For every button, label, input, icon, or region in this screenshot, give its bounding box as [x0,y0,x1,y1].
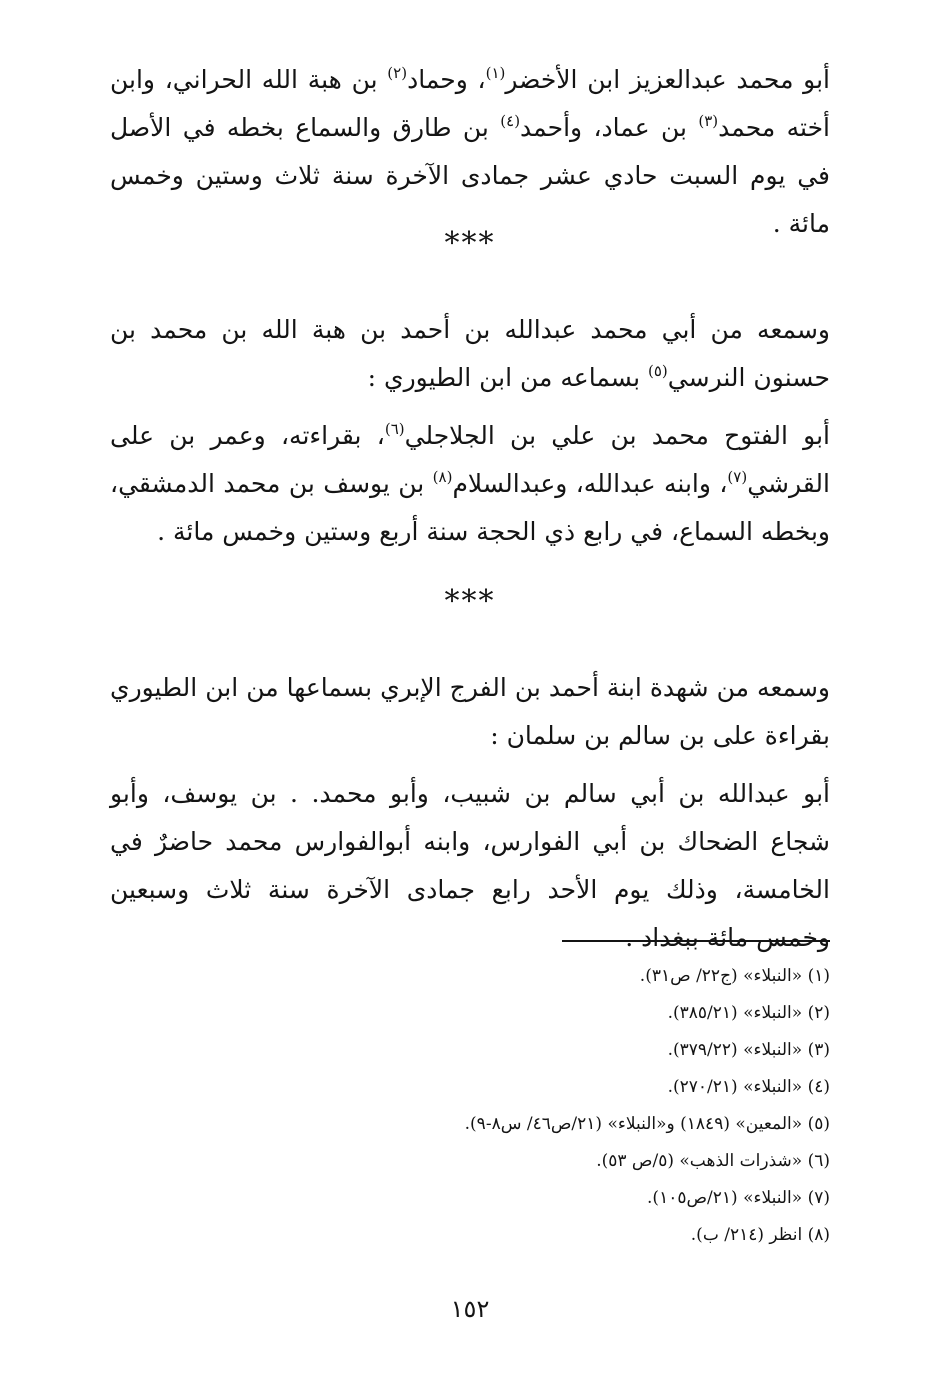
footnote-ref-5: (٥) [648,362,668,380]
footnote-ref-4: (٤) [500,112,521,130]
footnote: (٦) «شذرات الذهب» (٥/ص ٥٣). [596,1151,830,1171]
text-segment: بن يوسف بن محمد الدمشقي، وبخطه السماع، في رابع ذي الحجة سنة أربع وستين وخمس مائة . [110,469,830,546]
footnote: (٨) انظر (٢١٤/ ب). [690,1225,830,1245]
footnote: (٥) «المعين» (١٨٤٩) و«النبلاء» (٢١/ص٤٦/ س٨-٩). [464,1114,830,1134]
text-segment: بن هبة الله الحراني، وابن أخته محمد [110,65,830,142]
section-separator: *** [444,226,496,261]
footnote-ref-7: (٧) [727,468,748,486]
footnote-ref-6: (٦) [384,420,405,438]
text-segment: ، بقراءته، وعمر بن على القرشي [110,421,830,498]
text-segment: أبو الفتوح محمد بن علي بن الجلاجلي [404,421,830,450]
text-segment: بن طارق والسماع بخطه في الأصل في يوم السبت حادي عشر جمادى الآخرة سنة ثلاث وستين وخمس مائة . [110,113,830,238]
paragraph-5: أبو عبدالله بن أبي سالم بن شبيب، وأبو محمد. . بن يوسف، وأبو شجاع الضحاك بن أبي الفوارس، وابنه أبوالفوارس محمد حاضرٌ في الخامسة، وذلك يوم الأحد رابع جمادى الآخرة سنة ثلاث وسبعين وخمس مائة ببغداد . [110,779,830,952]
footnote-ref-1: (١) [485,64,506,82]
text-segment: أبو محمد عبدالعزيز ابن الأخضر [505,65,830,94]
footnote: (١) «النبلاء» (ج٢٢/ ص٣١). [639,966,830,986]
footnote-divider [562,940,830,942]
footnote: (٣) «النبلاء» (٣٧٩/٢٢). [667,1040,830,1060]
paragraph-2 [110,306,830,402]
page-number: ١٥٢ [450,1295,490,1323]
footnotes-list [110,958,830,1254]
footnote: (٢) «النبلاء» (٣٨٥/٢١). [667,1003,830,1023]
paragraph-1 [110,56,830,248]
footnote: (٧) «النبلاء» (٢١/ص١٠٥). [647,1188,830,1208]
section-separator: *** [444,584,496,619]
text-segment: ، وحماد [407,65,486,94]
book-page [110,0,830,1380]
text-segment: بسماعه من ابن الطيوري : [367,363,648,392]
text-segment: بن عماد، وأحمد [520,113,699,142]
footnote-ref-8: (٨) [432,468,453,486]
footnote-ref-2: (٢) [387,64,408,82]
text-segment: ، وابنه عبدالله، وعبدالسلام [452,469,728,498]
paragraph-4: وسمعه من شهدة ابنة أحمد بن الفرج الإبري بسماعها من ابن الطيوري بقراءة على بن سالم بن سلمان : [110,673,830,750]
text-segment: وسمعه من أبي محمد عبدالله بن أحمد بن هبة الله بن محمد بن حسنون النرسي [110,315,830,392]
footnote-ref-3: (٣) [698,112,719,130]
footnote: (٤) «النبلاء» (٢٧٠/٢١). [667,1077,830,1097]
paragraph-3 [110,412,830,556]
